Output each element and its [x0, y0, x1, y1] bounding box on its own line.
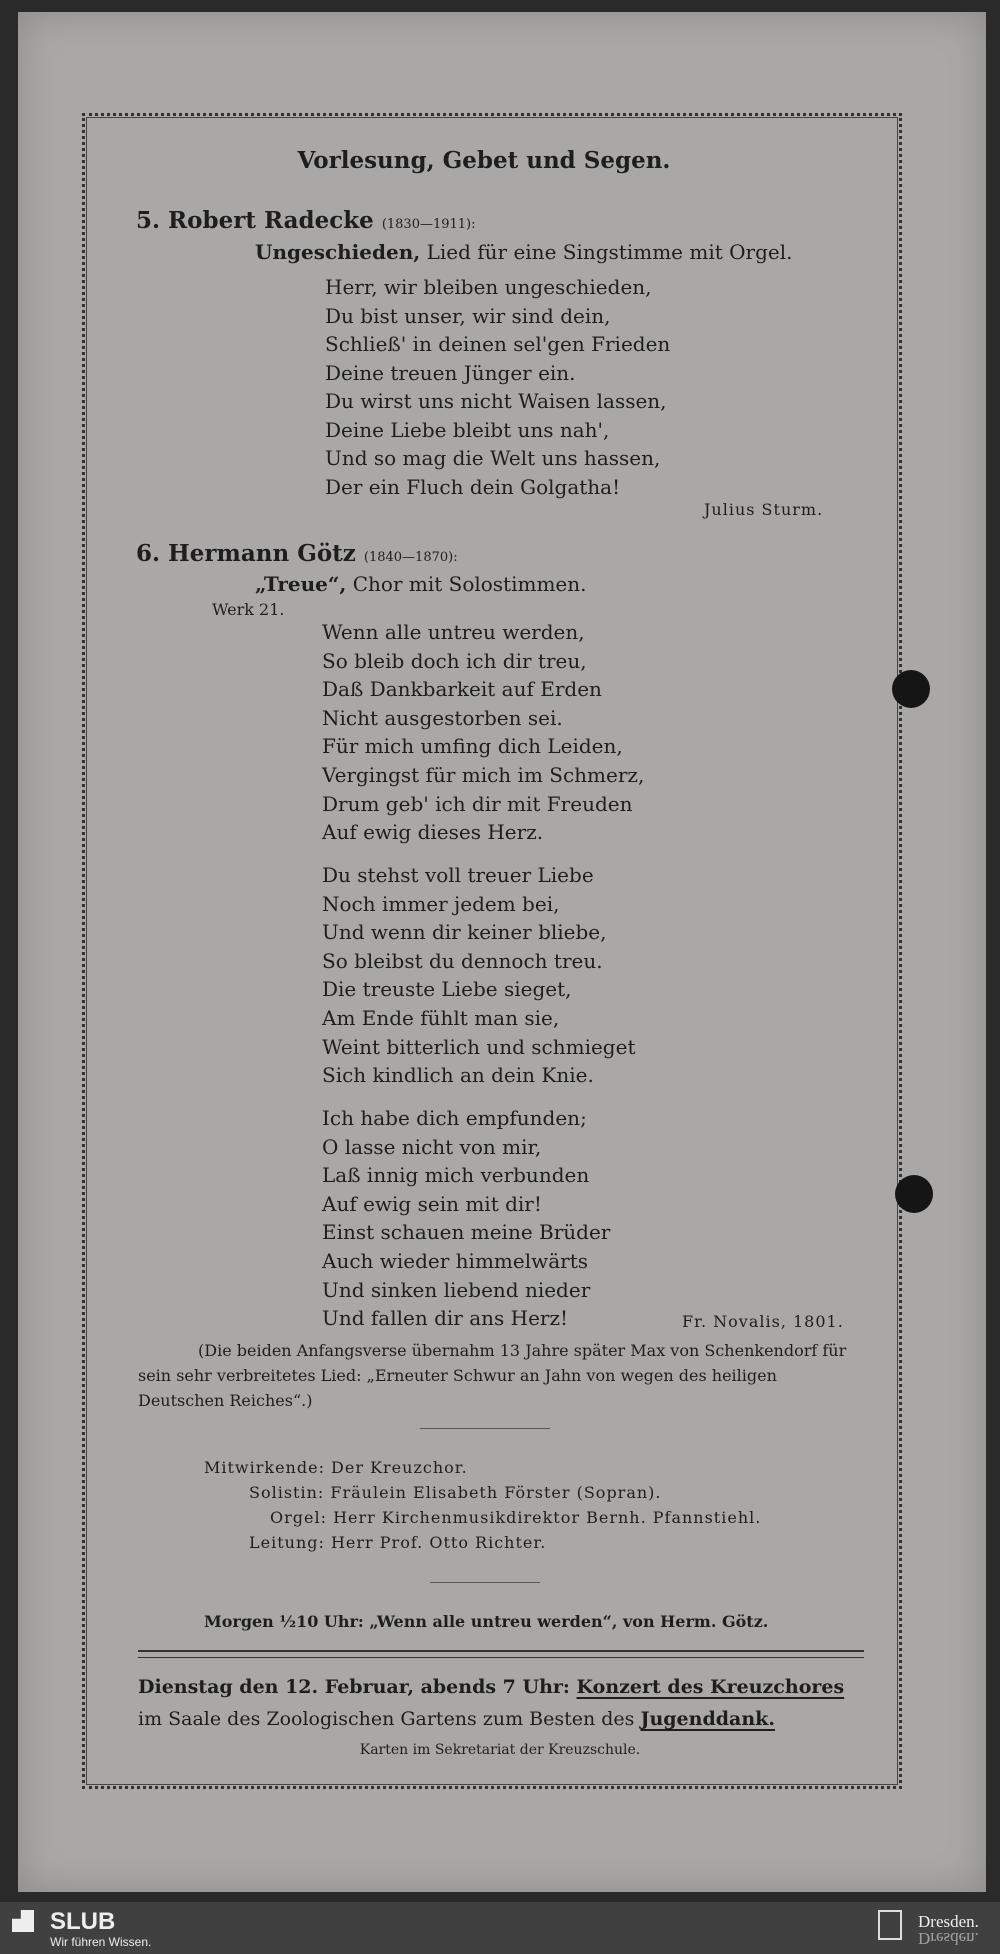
item-6-dates: (1840—1870): [363, 550, 458, 565]
lyric-line: Herr, wir bleiben ungeschieden, [325, 275, 652, 299]
item-6-opus: Werk 21. [212, 600, 285, 619]
item-6-work-title: „Treue“, [255, 572, 347, 596]
item-6-footnote: (Die beiden Anfangsverse übernahm 13 Jahre später Max von Schenkendorf für sein sehr verbreitetes Lied: „Erneuter Schwur an Jahn von wegen des heiligen Deutschen Reiches“.) [138, 1341, 847, 1410]
item-6-header [136, 540, 458, 567]
double-rule [138, 1650, 864, 1658]
lyric-line: So bleib doch ich dir treu, [322, 648, 587, 673]
ticket-info: Karten im Sekretariat der Kreuzschule. [359, 1742, 641, 1758]
divider-2 [430, 1582, 540, 1583]
lyric-line: Drum geb' ich dir mit Freuden [322, 791, 633, 816]
lyric-line: Der ein Fluch dein Golgatha! [325, 474, 621, 499]
dresden-wordmark: Dresden. [918, 1912, 979, 1931]
lyric-line: Noch immer jedem bei, [322, 891, 560, 916]
lyric-line: Am Ende fühlt man sie, [322, 1006, 560, 1030]
concert-title: Konzert des Kreuzchores [576, 1676, 845, 1698]
lyric-line: Deine treuen Jünger ein. [325, 360, 576, 385]
concert-date: Dienstag den 12. Februar, abends 7 Uhr: [138, 1676, 570, 1698]
item-6-number: 6. [136, 540, 161, 567]
lyric-line: Für mich umfing dich Leiden, [322, 734, 623, 759]
item-6-work [255, 572, 587, 596]
item-6-composer: Hermann Götz [168, 540, 356, 567]
item-5-number: 5. [136, 207, 161, 234]
performer-line: Orgel: Herr Kirchenmusikdirektor Bernh. Pfannstiehl. [270, 1508, 762, 1527]
lyric-line: Auch wieder himmelwärts [322, 1249, 589, 1273]
lyric-line: Auf ewig dieses Herz. [322, 820, 544, 845]
lyric-line: Und sinken liebend nieder [322, 1277, 591, 1302]
dresden-crest-icon [878, 1910, 902, 1940]
lyric-line: Du bist unser, wir sind dein, [325, 303, 611, 328]
item-5-dates: (1830—1911): [381, 217, 476, 232]
item-6-work-desc: Chor mit Solostimmen. [346, 572, 587, 596]
lyric-line: Und wenn dir keiner bliebe, [322, 920, 607, 945]
performer-line: Solistin: Fräulein Elisabeth Förster (Sopran). [249, 1483, 662, 1502]
item-5-work-title: Ungeschieden, [255, 240, 421, 264]
lyric-line: O lasse nicht von mir, [322, 1134, 542, 1159]
concert-venue: im Saale des Zoologischen Gartens zum Besten des [138, 1708, 635, 1730]
lyric-line: Laß innig mich verbunden [322, 1163, 590, 1188]
punch-hole-upper [892, 670, 930, 708]
divider-1 [420, 1428, 550, 1429]
lyric-line: Du stehst voll treuer Liebe [322, 863, 594, 887]
lyric-line: Und fallen dir ans Herz! [322, 1306, 569, 1331]
item-5-work-desc: Lied für eine Singstimme mit Orgel. [420, 240, 793, 264]
section-heading: Vorlesung, Gebet und Segen. [297, 147, 671, 174]
library-tagline: Wir führen Wissen. [50, 1935, 152, 1949]
lyric-line: Die treuste Liebe sieget, [322, 977, 572, 1002]
lyric-line: Nicht ausgestorben sei. [322, 705, 563, 730]
item-5-work [255, 240, 792, 264]
lyric-line: Sich kindlich an dein Knie. [322, 1063, 594, 1088]
lyric-line: Daß Dankbarkeit auf Erden [322, 677, 602, 702]
performer-line: Mitwirkende: Der Kreuzchor. [204, 1458, 468, 1477]
lyric-line: Und so mag die Welt uns hassen, [325, 446, 661, 470]
library-name: SLUB [50, 1908, 116, 1935]
lyric-line: Vergingst für mich im Schmerz, [322, 763, 645, 787]
lyric-line: Weint bitterlich und schmieget [322, 1034, 636, 1059]
slub-logo-icon [12, 1910, 34, 1932]
dresden-wordmark-mirror: Dresden. [918, 1929, 979, 1948]
concert-line-2 [138, 1708, 775, 1730]
lyric-line: Schließ' in deinen sel'gen Frieden [325, 332, 671, 356]
lyric-line: Ich habe dich empfunden; [322, 1106, 587, 1130]
lyric-line: Auf ewig sein mit dir! [322, 1191, 542, 1216]
performer-line: Leitung: Herr Prof. Otto Richter. [249, 1533, 547, 1552]
lyric-line: Du wirst uns nicht Waisen lassen, [325, 389, 667, 413]
footer-bar [0, 1902, 1000, 1954]
lyric-line: Deine Liebe bleibt uns nah', [325, 417, 610, 442]
item-6-author: Fr. Novalis, 1801. [682, 1312, 844, 1331]
tomorrow-announcement: Morgen ½10 Uhr: „Wenn alle untreu werden“, von Herm. Götz. [204, 1612, 769, 1631]
item-5-composer: Robert Radecke [168, 207, 374, 234]
concert-line-1 [138, 1676, 844, 1698]
item-5-author: Julius Sturm. [704, 500, 824, 519]
lyric-line: Wenn alle untreu werden, [322, 620, 585, 644]
punch-hole-lower [895, 1175, 933, 1213]
lyric-line: Einst schauen meine Brüder [322, 1220, 611, 1245]
lyric-line: So bleibst du dennoch treu. [322, 948, 603, 973]
concert-beneficiary: Jugenddank. [640, 1708, 775, 1730]
item-5-header [136, 207, 476, 234]
